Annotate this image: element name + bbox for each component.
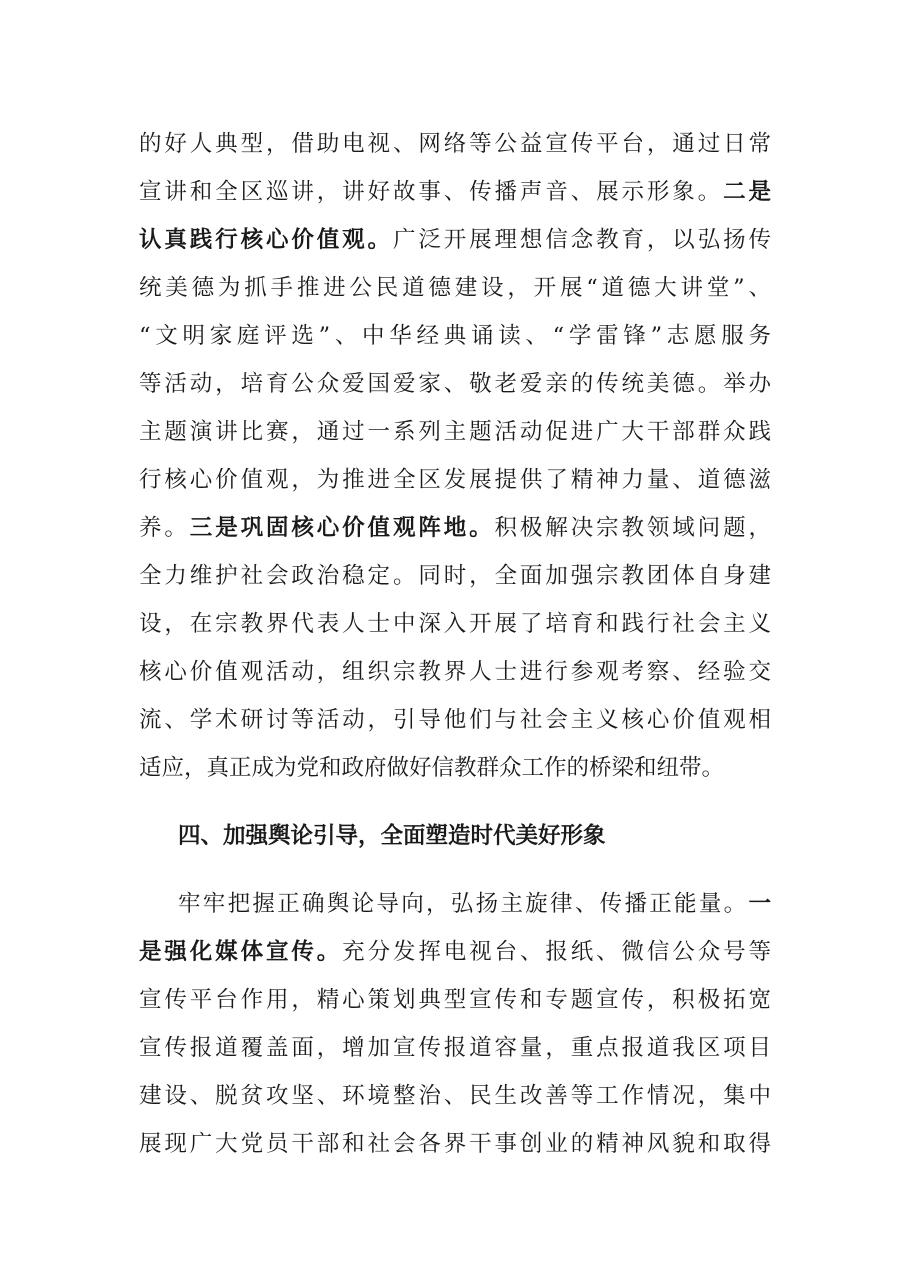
bold-lead-text: 三是巩固核心价值观阵地。 — [189, 515, 495, 541]
text-span: 牢牢把握正确舆论导向，弘扬主旋律、传播正能量。 — [178, 891, 749, 917]
text-span: 适应，真正成为党和政府做好信教群众工作的桥梁和纽带。 — [139, 755, 725, 781]
text-line — [139, 460, 771, 500]
text-span: 核心价值观活动，组织宗教界人士进行参观考察、经验交 — [139, 659, 771, 685]
text-line — [139, 556, 771, 596]
text-line — [139, 412, 771, 452]
text-span: 全力维护社会政治稳定。同时，全面加强宗教团体自身建 — [139, 563, 771, 589]
text-span: 宣传平台作用，精心策划典型宣传和专题宣传，积极拓宽 — [139, 987, 771, 1013]
text-span: 建设、脱贫攻坚、环境整治、民生改善等工作情况，集中 — [139, 1083, 771, 1109]
text-line — [139, 700, 771, 740]
text-span: 积极解决宗教领域问题， — [494, 515, 771, 541]
text-line — [139, 1028, 771, 1068]
text-line — [139, 932, 771, 972]
text-line — [139, 1076, 771, 1116]
text-line — [139, 508, 771, 548]
text-line — [139, 220, 771, 260]
text-line — [139, 652, 771, 692]
text-line — [139, 172, 771, 212]
section-heading: 四、加强舆论引导，全面塑造时代美好形象 — [178, 823, 606, 849]
text-span: 等活动，培育公众爱国爱家、敬老爱亲的传统美德。举办 — [139, 371, 771, 397]
text-line — [139, 316, 771, 356]
text-span: 的好人典型，借助电视、网络等公益宣传平台，通过日常 — [139, 131, 771, 157]
text-span: 充分发挥电视台、报纸、微信公众号等 — [342, 939, 771, 965]
text-span: 展现广大党员干部和社会各界干事创业的精神风貌和取得 — [139, 1131, 771, 1157]
text-span: 流、学术研讨等活动，引导他们与社会主义核心价值观相 — [139, 707, 771, 733]
text-span: 养。 — [139, 515, 190, 541]
text-line — [139, 124, 771, 164]
bold-lead-text: 认真践行核心价值观。 — [139, 227, 393, 253]
text-span: 广泛开展理想信念教育，以弘扬传 — [392, 227, 771, 253]
bold-lead-text: 二是 — [723, 179, 771, 205]
text-line — [178, 884, 771, 924]
text-span: 主题演讲比赛，通过一系列主题活动促进广大干部群众践 — [139, 419, 771, 445]
bold-lead-text: 一 — [748, 891, 771, 917]
text-span: 宣讲和全区巡讲，讲好故事、传播声音、展示形象。 — [139, 179, 724, 205]
text-line — [139, 980, 771, 1020]
bold-lead-text: 是强化媒体宣传。 — [139, 939, 343, 965]
text-line — [139, 604, 771, 644]
text-span: 设，在宗教界代表人士中深入开展了培育和践行社会主义 — [139, 611, 771, 637]
text-span: 宣传报道覆盖面，增加宣传报道容量，重点报道我区项目 — [139, 1035, 771, 1061]
text-span: 统美德为抓手推进公民道德建设，开展“道德大讲堂”、 — [139, 275, 771, 301]
text-span: “文明家庭评选”、中华经典诵读、“学雷锋”志愿服务 — [139, 323, 771, 349]
text-line — [139, 1124, 771, 1164]
text-line — [139, 268, 771, 308]
text-line — [139, 748, 771, 788]
text-line — [139, 364, 771, 404]
text-span: 行核心价值观，为推进全区发展提供了精神力量、道德滋 — [139, 467, 771, 493]
